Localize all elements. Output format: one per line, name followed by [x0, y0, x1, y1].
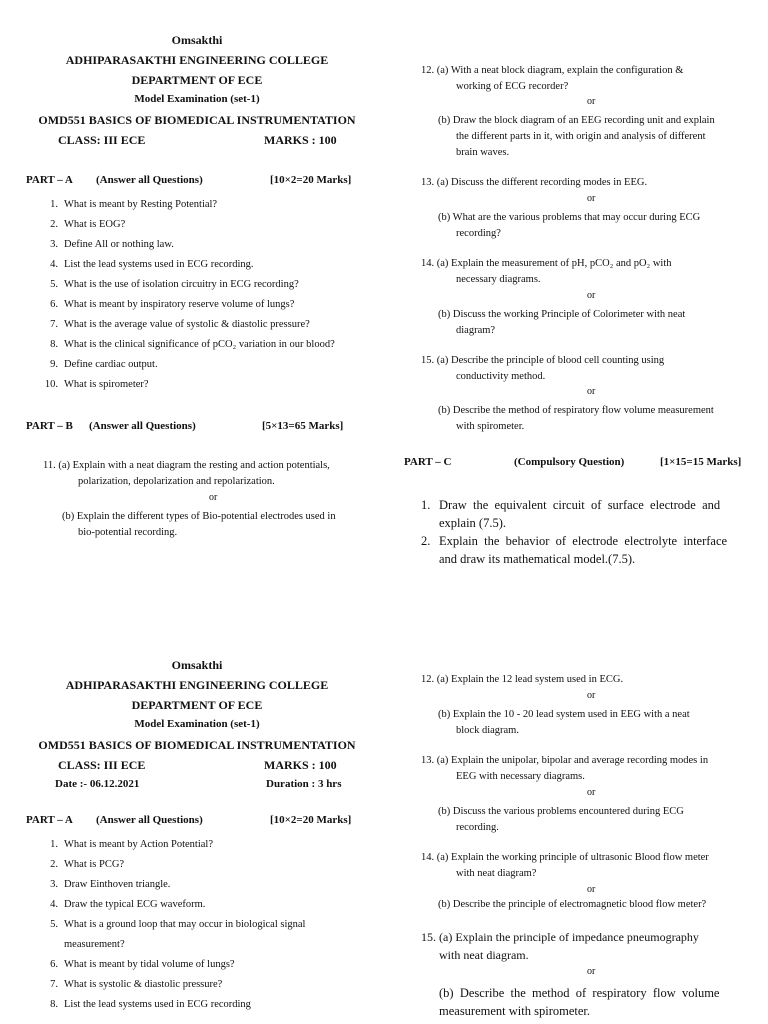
q12a-line2: working of ECG recorder? — [456, 81, 569, 92]
q12a-line1: 12. (a) With a neat block diagram, explain the configuration & — [421, 65, 684, 76]
course-title-1: OMD551 BASICS OF BIOMEDICAL INSTRUMENTATION — [38, 113, 356, 127]
s2-q13b-line1: (b) Discuss the various problems encountered during ECG — [438, 806, 684, 817]
question-item: 7. What is the average value of systolic & diastolic pressure? — [50, 319, 310, 330]
q11b-line2: bio-potential recording. — [78, 527, 178, 538]
or-14: or — [587, 290, 596, 301]
q11b-line1: (b) Explain the different types of Bio-potential electrodes used in — [62, 511, 336, 522]
part-c-marks: [1×15=15 Marks] — [660, 456, 742, 468]
q15a-line2: conductivity method. — [456, 371, 546, 382]
question-item: 5. What is the use of isolation circuitry in ECG recording? — [50, 279, 299, 290]
question-item: 2. What is PCG? — [50, 859, 125, 870]
question-item: 10. What is spirometer? — [44, 379, 149, 390]
part-c-q2-line1: Explain the behavior of electrode electrolyte interface — [439, 534, 728, 548]
part-a-label-2: PART – A — [26, 814, 73, 826]
part-c-q1-line1: Draw the equivalent circuit of surface electrode and — [439, 498, 721, 512]
s2-q14a-line2: with neat diagram? — [456, 868, 537, 879]
q14a-line1: 14. (a) Explain the measurement of pH, pCO₂ and pO₂ with — [421, 258, 672, 269]
s2-q14b: (b) Describe the principle of electromagnetic blood flow meter? — [438, 899, 707, 910]
part-a-instr-1: (Answer all Questions) — [96, 174, 203, 186]
s2-q15a-line1: 15. (a) Explain the principle of impedance pneumography — [421, 930, 699, 944]
part-c-q1-line2: explain (7.5). — [439, 516, 506, 530]
question-item: 6. What is meant by tidal volume of lungs? — [50, 959, 235, 970]
part-c-q2-number: 2. — [421, 534, 431, 548]
s2-or-12: or — [587, 690, 596, 701]
question-item: 1. What is meant by Action Potential? — [50, 839, 214, 850]
omsakthi-1: Omsakthi — [171, 33, 223, 47]
omsakthi-2: Omsakthi — [171, 658, 223, 672]
part-b-label: PART – B — [26, 420, 73, 432]
q12b-line2: the different parts in it, with origin and analysis of different — [456, 131, 706, 142]
s2-or-14: or — [587, 884, 596, 895]
or-12: or — [587, 96, 596, 107]
question-item: 9. Define cardiac output. — [50, 359, 158, 370]
exam-title-1: Model Examination (set-1) — [134, 93, 260, 105]
s2-q12b-line2: block diagram. — [456, 725, 519, 736]
part-c-q1-number: 1. — [421, 498, 431, 512]
part-c-q2-line2: and draw its mathematical model.(7.5). — [439, 552, 636, 566]
part-a-instr-2: (Answer all Questions) — [96, 814, 203, 826]
s2-q15a-line2: with neat diagram. — [439, 948, 529, 962]
q15b-line2: with spirometer. — [456, 421, 525, 432]
question-item: 3. Draw Einthoven triangle. — [50, 879, 171, 890]
college-name-1: ADHIPARASAKTHI ENGINEERING COLLEGE — [65, 53, 329, 67]
question-item: measurement? — [64, 939, 125, 950]
marks-2: MARKS : 100 — [264, 758, 337, 772]
department-1: DEPARTMENT OF ECE — [131, 73, 263, 87]
q11a-line1: 11. (a) Explain with a neat diagram the resting and action potentials, — [43, 460, 330, 471]
question-item: 8. What is the clinical significance of pCO₂ variation in our blood? — [50, 339, 335, 350]
class-2: CLASS: III ECE — [58, 758, 146, 772]
s2-q15b-line2: measurement with spirometer. — [439, 1004, 591, 1018]
question-item: 1. What is meant by Resting Potential? — [50, 199, 218, 210]
exam-date: Date :- 06.12.2021 — [55, 778, 140, 790]
q13b-line2: recording? — [456, 228, 501, 239]
department-2: DEPARTMENT OF ECE — [131, 698, 263, 712]
question-item: 3. Define All or nothing law. — [50, 239, 174, 250]
s2-q12a: 12. (a) Explain the 12 lead system used in ECG. — [421, 674, 624, 685]
question-item: 5. What is a ground loop that may occur in biological signal — [50, 919, 306, 930]
q14b-line1: (b) Discuss the working Principle of Colorimeter with neat — [438, 309, 686, 320]
q12b-line1: (b) Draw the block diagram of an EEG recording unit and explain — [438, 115, 715, 126]
q11a-line2: polarization, depolarization and repolarization. — [78, 476, 275, 487]
class-1: CLASS: III ECE — [58, 133, 146, 147]
q13b-line1: (b) What are the various problems that may occur during ECG — [438, 212, 701, 223]
part-c-label: PART – C — [404, 456, 452, 468]
question-item: 2. What is EOG? — [50, 219, 126, 230]
part-a-label-1: PART – A — [26, 174, 73, 186]
q15b-line1: (b) Describe the method of respiratory flow volume measurement — [438, 405, 714, 416]
question-item: 7. What is systolic & diastolic pressure? — [50, 979, 223, 990]
q15a-line1: 15. (a) Describe the principle of blood cell counting using — [421, 355, 665, 366]
part-c-instr: (Compulsory Question) — [514, 456, 625, 468]
exam-title-2: Model Examination (set-1) — [134, 718, 260, 730]
question-item: 6. What is meant by inspiratory reserve volume of lungs? — [50, 299, 295, 310]
s2-q14a-line1: 14. (a) Explain the working principle of ultrasonic Blood flow meter — [421, 852, 709, 863]
s2-q13b-line2: recording. — [456, 822, 499, 833]
or-15: or — [587, 386, 596, 397]
part-b-marks: [5×13=65 Marks] — [262, 420, 344, 432]
question-item: 4. List the lead systems used in ECG recording. — [50, 259, 254, 270]
exam-duration: Duration : 3 hrs — [266, 778, 342, 790]
part-b-instr: (Answer all Questions) — [89, 420, 196, 432]
part-a-marks-1: [10×2=20 Marks] — [270, 174, 352, 186]
q12b-line3: brain waves. — [456, 147, 510, 158]
s2-q15b-line1: (b) Describe the method of respiratory flow volume — [439, 986, 720, 1000]
q14a-line2: necessary diagrams. — [456, 274, 541, 285]
s2-or-13: or — [587, 787, 596, 798]
s2-q13a-line2: EEG with necessary diagrams. — [456, 771, 585, 782]
marks-1: MARKS : 100 — [264, 133, 337, 147]
question-item: 4. Draw the typical ECG waveform. — [50, 899, 206, 910]
question-item: 8. List the lead systems used in ECG recording — [50, 999, 251, 1010]
s2-q13a-line1: 13. (a) Explain the unipolar, bipolar and average recording modes in — [421, 755, 709, 766]
q14b-line2: diagram? — [456, 325, 496, 336]
q13a: 13. (a) Discuss the different recording modes in EEG. — [421, 177, 648, 188]
college-name-2: ADHIPARASAKTHI ENGINEERING COLLEGE — [65, 678, 329, 692]
or-11: or — [209, 492, 218, 503]
part-a-marks-2: [10×2=20 Marks] — [270, 814, 352, 826]
or-13: or — [587, 193, 596, 204]
s2-or-15: or — [587, 966, 596, 977]
s2-q12b-line1: (b) Explain the 10 - 20 lead system used in EEG with a neat — [438, 709, 690, 720]
course-title-2: OMD551 BASICS OF BIOMEDICAL INSTRUMENTATION — [38, 738, 356, 752]
